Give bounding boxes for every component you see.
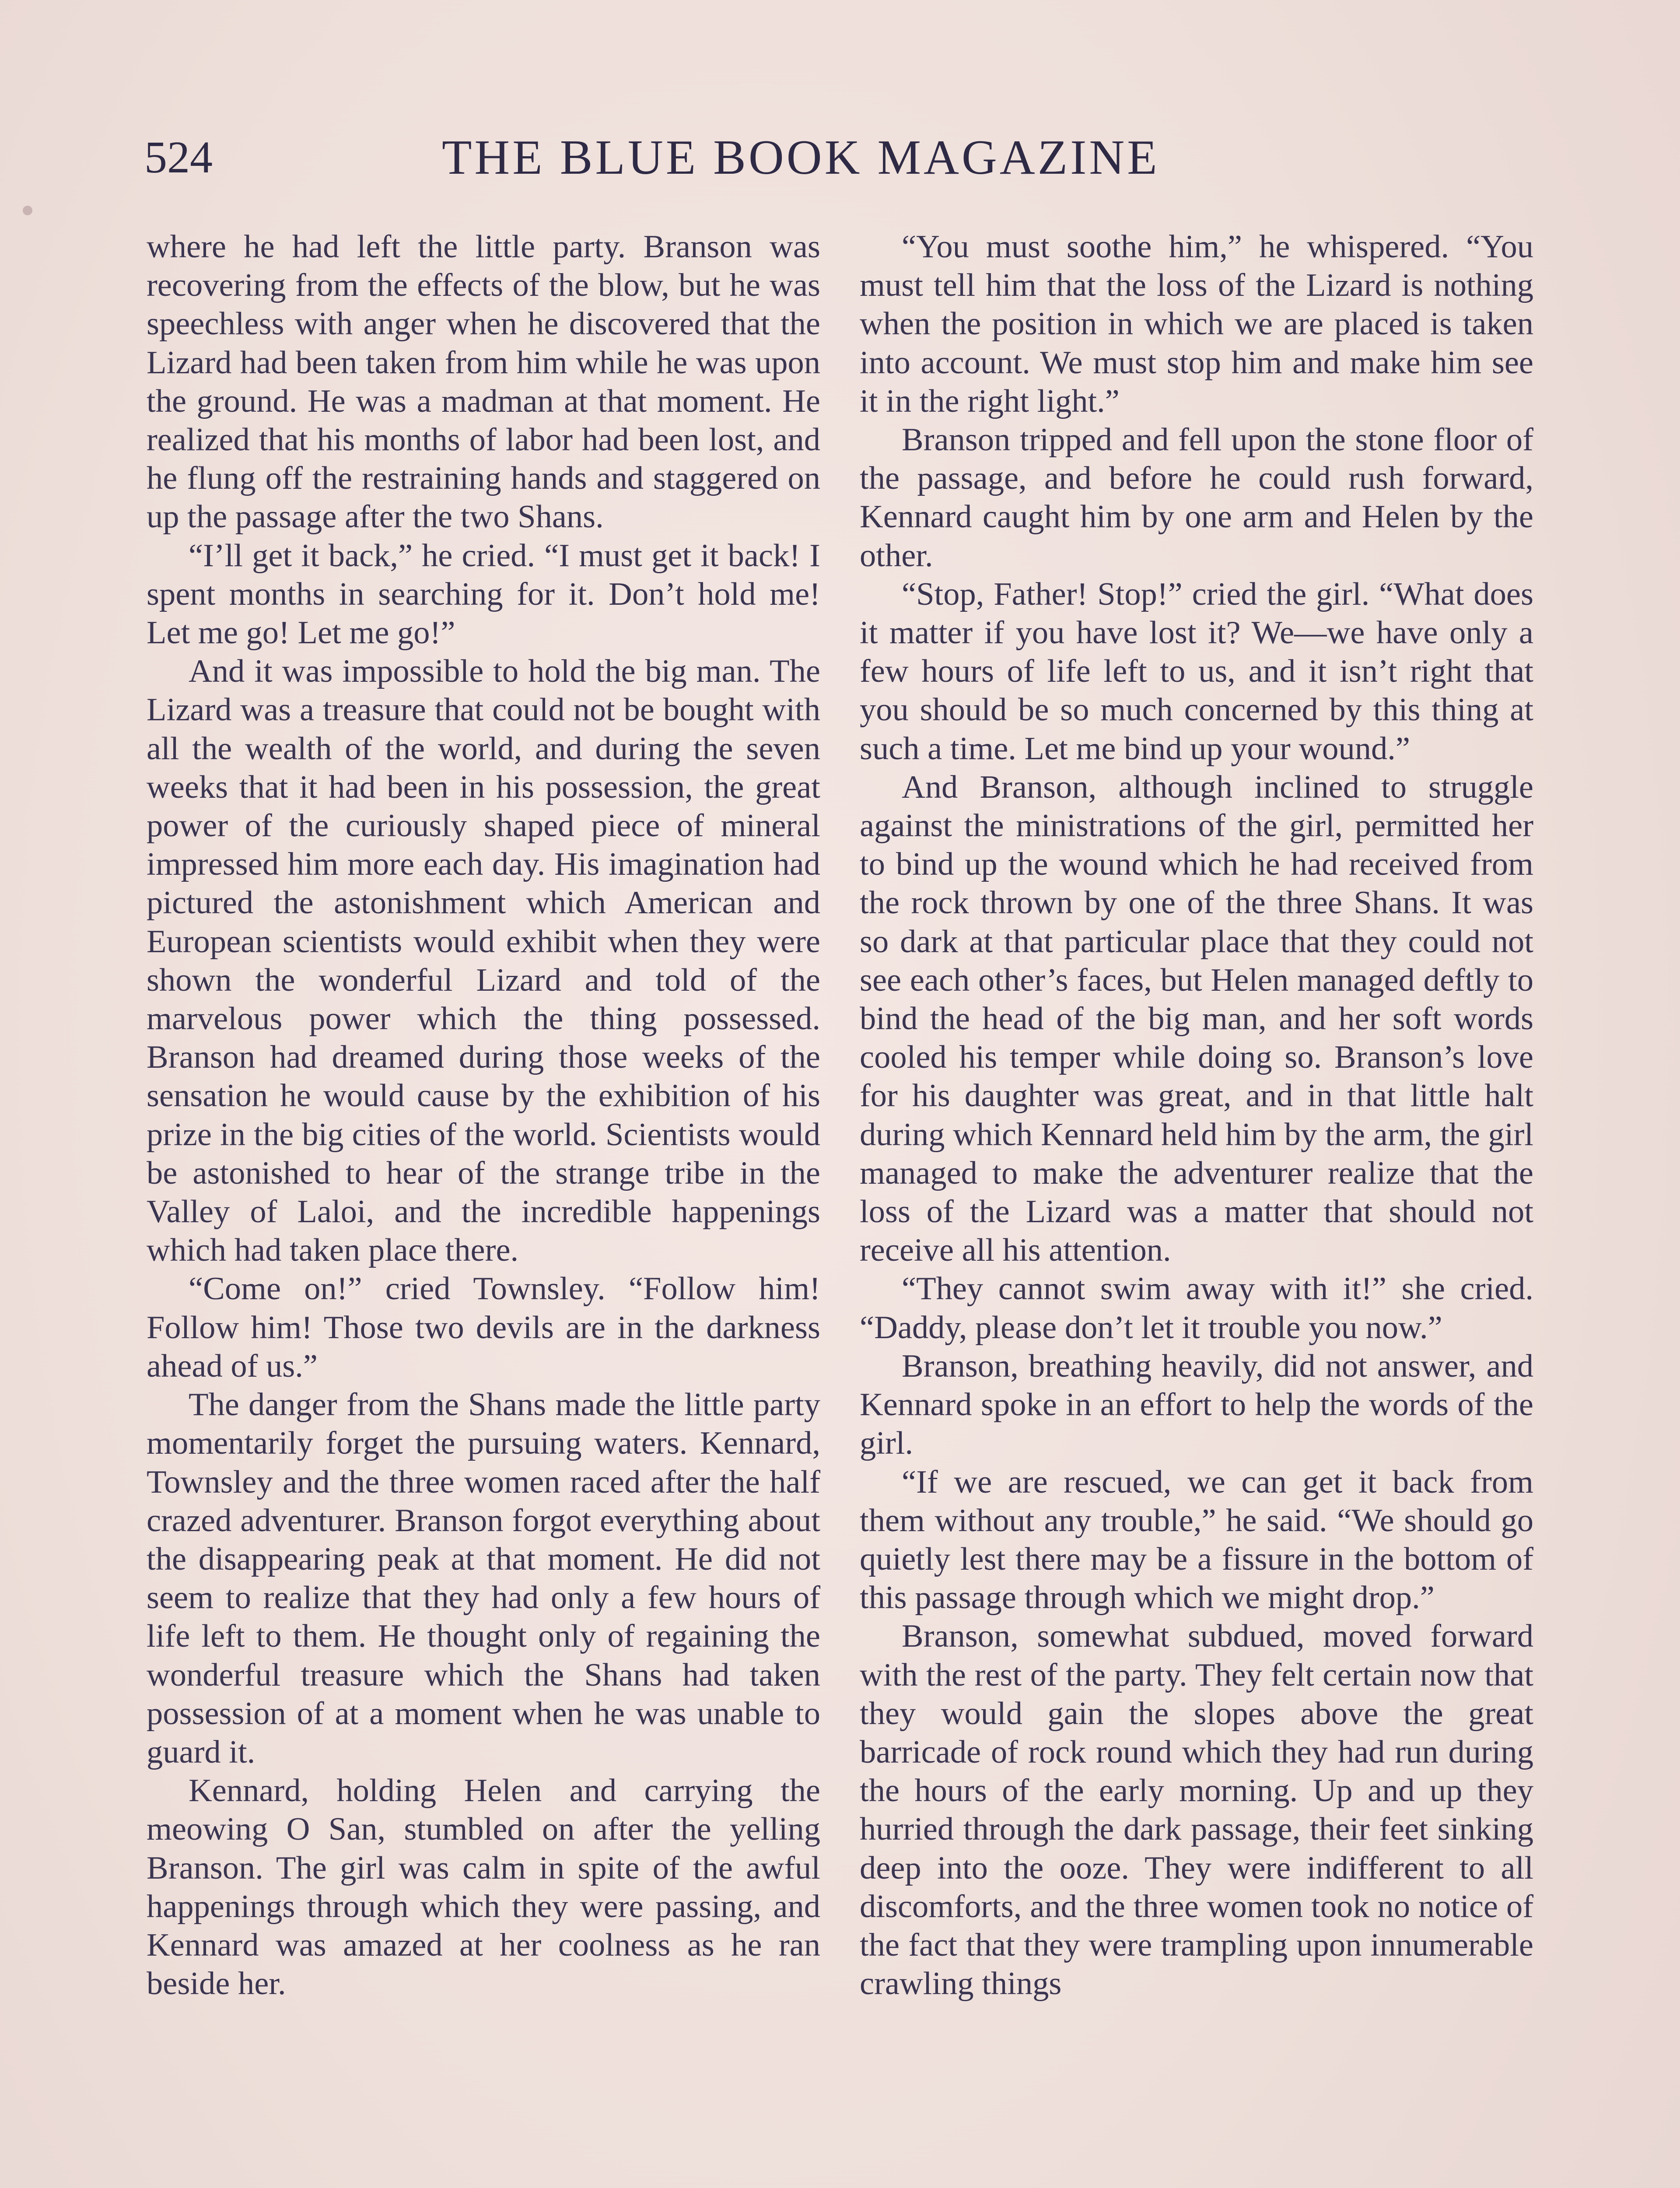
page-number: 524: [144, 132, 213, 182]
paragraph: where he had left the little party. Branson was recovering from the effects of the blow, but he was speechless with anger when he discovered that the Lizard had been taken from him while he was upon the ground. He was a madman at that moment. He realized that his months of labor had been lost, and he flung off the restraining hands and staggered on up the passage after the two Shans.: [147, 229, 820, 535]
paragraph: “I’ll get it back,” he cried. “I must get it back! I spent months in searching for it. Don’t hold me! Let me go! Let me go!”: [147, 537, 820, 651]
paragraph: “Come on!” cried Townsley. “Follow him! Follow him! Those two devils are in the darkness ahead of us.”: [147, 1271, 820, 1384]
paragraph: “If we are rescued, we can get it back from them without any trouble,” he said. “We should go quietly lest there may be a fissure in the bottom of this passage through which we might drop.”: [860, 1464, 1533, 1616]
paper-speck: [23, 206, 32, 215]
left-column: [147, 228, 820, 2003]
paragraph: “Stop, Father! Stop!” cried the girl. “What does it matter if you have lost it? We—we have only a few hours of life left to us, and it isn’t right that you should be so much concerned by this thing at such a time. Let me bind up your wound.”: [860, 576, 1533, 767]
page-header: [144, 127, 1544, 188]
paragraph: And it was impossible to hold the big man. The Lizard was a treasure that could not be bought with all the wealth of the world, and during the seven weeks that it had been in his possession, the great power of the curiously shaped piece of mineral impressed him more each day. His imagination had pictured the astonishment which American and European scientists would exhibit when they were shown the wonderful Lizard and told of the marvelous power which the thing possessed. Branson had dreamed during those weeks of the sensation he would cause by the exhibition of his prize in the big cities of the world. Scientists would be astonished to hear of the strange tribe in the Valley of Laloi, and the incredible happenings which had taken place there.: [147, 653, 820, 1269]
paragraph: The danger from the Shans made the little party momentarily forget the pursuing waters. Kennard, Townsley and the three women raced after the half crazed adventurer. Branson forgot everything about the disappearing peak at that moment. He did not seem to realize that they had only a few hours of life left to them. He thought only of regaining the wonderful treasure which the Shans had taken possession of at a moment when he was unable to guard it.: [147, 1387, 820, 1770]
paragraph: “You must soothe him,” he whispered. “You must tell him that the loss of the Lizard is nothing when the position in which we are placed is taken into account. We must stop him and make him see it in the right light.”: [860, 229, 1533, 419]
running-head: THE BLUE BOOK MAGAZINE: [442, 130, 1160, 185]
paragraph: Branson, somewhat subdued, moved forward with the rest of the party. They felt certain now that they would gain the slopes above the great barricade of rock round which they had run during the hours of the early morning. Up and up they hurried through the dark passage, their feet sinking deep into the ooze. They were indifferent to all discomforts, and the three women took no notice of the fact that they were trampling upon innumerable crawling things: [860, 1618, 1533, 2002]
paragraph: Branson tripped and fell upon the stone floor of the passage, and before he could rush forward, Kennard caught him by one arm and Helen by the other.: [860, 422, 1533, 574]
paragraph: Kennard, holding Helen and carrying the meowing O San, stumbled on after the yelling Branson. The girl was calm in spite of the awful happenings through which they were passing, and Kennard was amazed at her coolness as he ran beside her.: [147, 1773, 820, 2002]
paragraph: And Branson, although inclined to struggle against the ministrations of the girl, permitted her to bind up the wound which he had received from the rock thrown by one of the three Shans. It was so dark at that particular place that they could not see each other’s faces, but Helen managed deftly to bind the head of the big man, and her soft words cooled his temper while doing so. Branson’s love for his daughter was great, and in that little halt during which Kennard held him by the arm, the girl managed to make the adventurer realize that the loss of the Lizard was a matter that should not receive all his attention.: [860, 769, 1533, 1269]
paragraph: “They cannot swim away with it!” she cried. “Daddy, please don’t let it trouble you now.”: [860, 1271, 1533, 1346]
paragraph: Branson, breathing heavily, did not answer, and Kennard spoke in an effort to help the words of the girl.: [860, 1348, 1533, 1462]
right-column: [860, 228, 1533, 2003]
